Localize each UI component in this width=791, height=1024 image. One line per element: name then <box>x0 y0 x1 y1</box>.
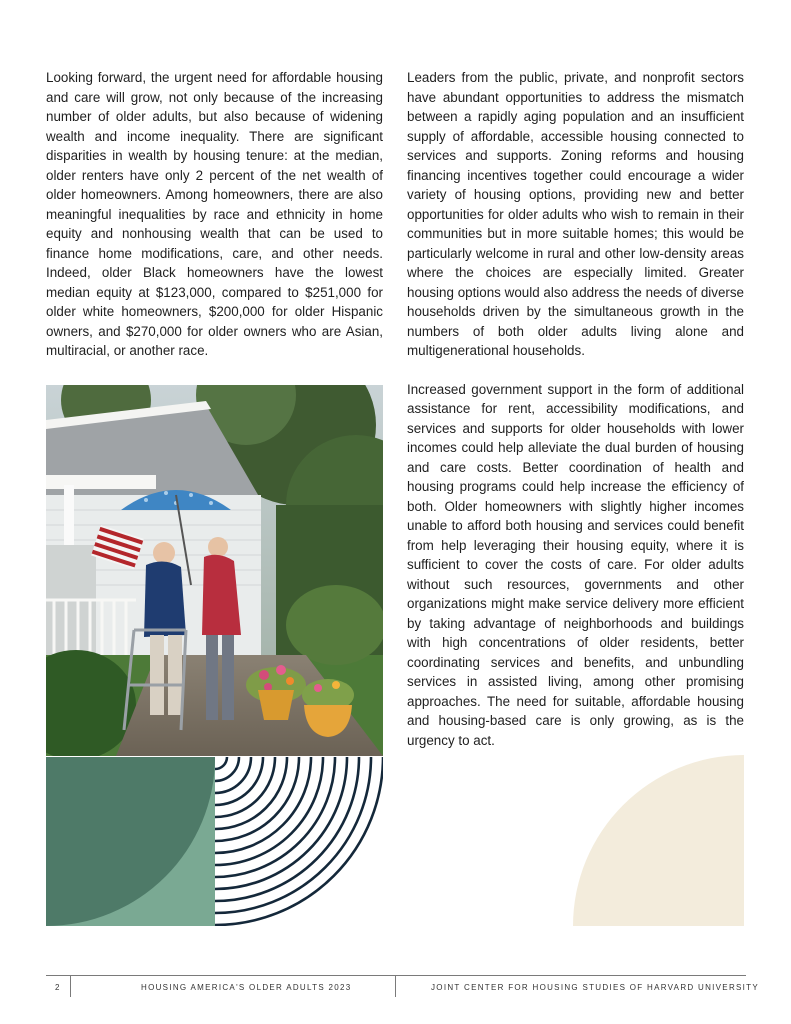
left-paragraph-1: Looking forward, the urgent need for affordable housing and care will grow, not only because of the increasing number of older adults, but also because of widening wealth and income inequality. There are significant disparities in wealth by housing tenure: at the median, older renters have only 2 percent of the net wealth of older homeowners. Among homeowners, there are also meaningful inequalities by race and ethnicity in home equity and nonhousing wealth that can be used to finance home modifications, care, and other needs. Indeed, older Black homeowners have the lowest median equity at $123,000, compared to $251,000 for older white homeowners, $200,000 for older Hispanic owners, and $270,000 for older owners who are Asian, multiracial, or another race. <box>46 70 383 358</box>
publication-title: HOUSING AMERICA'S OLDER ADULTS 2023 <box>141 983 352 992</box>
concentric-arcs-decoration <box>215 757 383 926</box>
footer-separator <box>395 975 396 997</box>
footer-rule <box>46 975 746 976</box>
right-paragraph-2: Increased government support in the form of additional assistance for rent, accessibility modifications, and services and supports for older households with lower incomes could help alleviate the dual burden of housing and care costs. Better coordination of health and housing programs could help increase the efficiency of both. Older homeowners with slightly higher incomes unable to afford both housing and services could benefit from help leveraging their housing equity, where it is sufficient to cover the costs of care. For older adults without such resources, governments and other organizations might make service delivery more efficient by taking advantage of neighborhoods and buildings with high concentrations of older residents, better coordinating services and benefits, and unbundling services in assisted living, among other promising approaches. The need for suitable, affordable housing and housing-based care is only growing, as is the urgency to act. <box>407 381 744 748</box>
left-text-column <box>46 68 383 380</box>
footer-separator <box>70 975 71 997</box>
older-couple-photo <box>46 385 383 756</box>
right-text-column <box>407 68 744 769</box>
page-number: 2 <box>55 983 61 992</box>
green-quarter-circle-decoration <box>46 757 215 926</box>
organization-name: JOINT CENTER FOR HOUSING STUDIES OF HARVARD UNIVERSITY <box>431 983 760 992</box>
cream-quarter-circle-decoration <box>573 755 744 926</box>
right-paragraph-1: Leaders from the public, private, and nonprofit sectors have abundant opportunities to address the mismatch between a rapidly aging population and an insufficient supply of affordable, accessible housing connected to services and supports. Zoning reforms and housing financing incentives together could encourage a wider variety of housing options, providing new and better opportunities for older adults who wish to remain in their communities but in more suitable homes; this would be particularly welcome in rural and other low-density areas where the choices are especially limited. Greater housing options would also address the needs of diverse households driven by the simultaneous growth in the numbers of both older adults living alone and multigenerational households. <box>407 70 744 358</box>
